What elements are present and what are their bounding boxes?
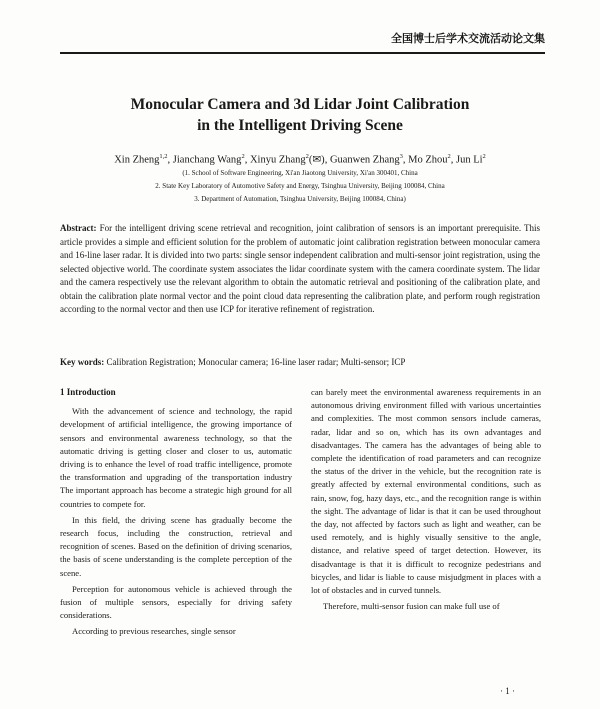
body-paragraph: In this field, the driving scene has gradually become the research focus, including the construction, retrieval and recognition of scenes. Based on the definition of driving scenarios, the basis of scene understanding is the complete perception of the scene. bbox=[60, 514, 292, 578]
author-affiliation-mark: 2 bbox=[305, 153, 309, 160]
author-affiliation-mark: 1,2 bbox=[159, 153, 168, 160]
running-header bbox=[60, 30, 545, 54]
keywords-label: Key words: bbox=[60, 357, 105, 367]
affiliation-line: 3. Department of Automation, Tsinghua University, Beijing 100084, China) bbox=[194, 195, 406, 203]
body-paragraph: Perception for autonomous vehicle is achieved through the fusion of multiple sensors, especially for driving safety considerations. bbox=[60, 583, 292, 621]
author-list: Xin Zheng$^{1,2}$, Jianchang Wang$^2$, Xinyu Zhang$^2$(✉), Guanwen Zhang$^3$, Mo Zhou$^2$, Jun Li$^2$ bbox=[114, 153, 486, 166]
body-column-left bbox=[60, 386, 292, 642]
author-name: Mo Zhou bbox=[408, 154, 448, 166]
author-name: Guanwen Zhang bbox=[329, 154, 400, 166]
author-name: Xinyu Zhang bbox=[249, 154, 306, 166]
abstract-label: Abstract: bbox=[60, 223, 97, 233]
body-paragraph: With the advancement of science and technology, the rapid development of artificial intelligence, the growing importance of sensors and environmental awareness technology, so that the automatic driving is getting closer and closer to us, automatic driving is to enhance the level of road traffic intelligence, promote the transformation and upgrading of the transportation industry The important approach has become a strategic high ground for all countries to compete for. bbox=[60, 406, 292, 509]
body-paragraph: According to previous researches, single sensor bbox=[72, 626, 236, 637]
abstract-text: For the intelligent driving scene retrieval and recognition, joint calibration of sensors is an important prerequisite. This article provides a simple and efficient solution for the problem of automatic joint calibration registration between monocular camera and 16-line laser radar. It is divided into two parts: single sensor independent calibration and multi-sensor joint registration, using the selected objective world. The coordinate system associates the lidar coordinate system with the camera coordinate system. The lidar and the camera respectively use the relevant algorithm to obtain the automatic retrieval and positioning of the calibration plate, and obtain the calibration plate normal vector and the point cloud data representing the calibration plate, and perform rough registration according to the normal vector and then use ICP for iterative refinement of registration. bbox=[60, 223, 540, 314]
body-paragraph: can barely meet the environmental awareness requirements in an autonomous driving environment filled with various uncertainties and complexities. The most common sensors include cameras, radar, lidar and so on, which has its own advantages and disadvantages. The camera has the advantages of being able to complete the identification of road parameters and can recognize the status of the driver in the vehicle, but the recognition rate is greatly affected by external environmental conditions, such as rain, snow, fog, hazy days, etc., and the recognition range is within the sight. The advantage of lidar is that it can be used throughout the day, not affected by factors such as light and weather, can be used remotely, and is highly visually sensitive to the angle, distance, and relative speed of target detection. However, its disadvantage is that it is difficult to recognize pedestrians and bicycles, and lidar is liable to cause misjudgment in places with a lot of obstacles and in curved tunnels. bbox=[311, 387, 541, 596]
affiliation-line: (1. School of Software Engineering, Xi'an Jiaotong University, Xi'an 300401, China bbox=[182, 169, 418, 177]
author-affiliation-mark: 3 bbox=[399, 153, 403, 160]
paper-title-line-2: in the Intelligent Driving Scene bbox=[197, 117, 403, 134]
author-affiliation-mark: 2 bbox=[482, 153, 486, 160]
body-column-right bbox=[311, 386, 541, 616]
author-name: Xin Zheng bbox=[114, 154, 160, 166]
abstract bbox=[60, 222, 540, 317]
author-affiliation-mark: 2 bbox=[241, 153, 245, 160]
section-heading: 1 Introduction bbox=[60, 387, 116, 397]
page-number: · 1 · bbox=[500, 686, 515, 696]
running-header-title: 全国博士后学术交流活动论文集 bbox=[391, 32, 545, 45]
paper-title bbox=[40, 94, 560, 136]
author-affiliation-mark: 2 bbox=[447, 153, 451, 160]
corresponding-author-mark: (✉) bbox=[308, 154, 325, 166]
author-name: Jun Li bbox=[456, 154, 483, 166]
affiliation-line: 2. State Key Laboratory of Automotive Safety and Energy, Tsinghua University, Beijing 100084, China bbox=[155, 182, 445, 190]
author-name: Jianchang Wang bbox=[172, 154, 242, 166]
keywords-text: Calibration Registration; Monocular camera; 16-line laser radar; Multi-sensor; ICP bbox=[106, 357, 406, 367]
keywords bbox=[60, 356, 540, 369]
paper-title-line-1: Monocular Camera and 3d Lidar Joint Calibration bbox=[130, 96, 470, 113]
body-paragraph: Therefore, multi-sensor fusion can make full use of bbox=[323, 601, 500, 612]
